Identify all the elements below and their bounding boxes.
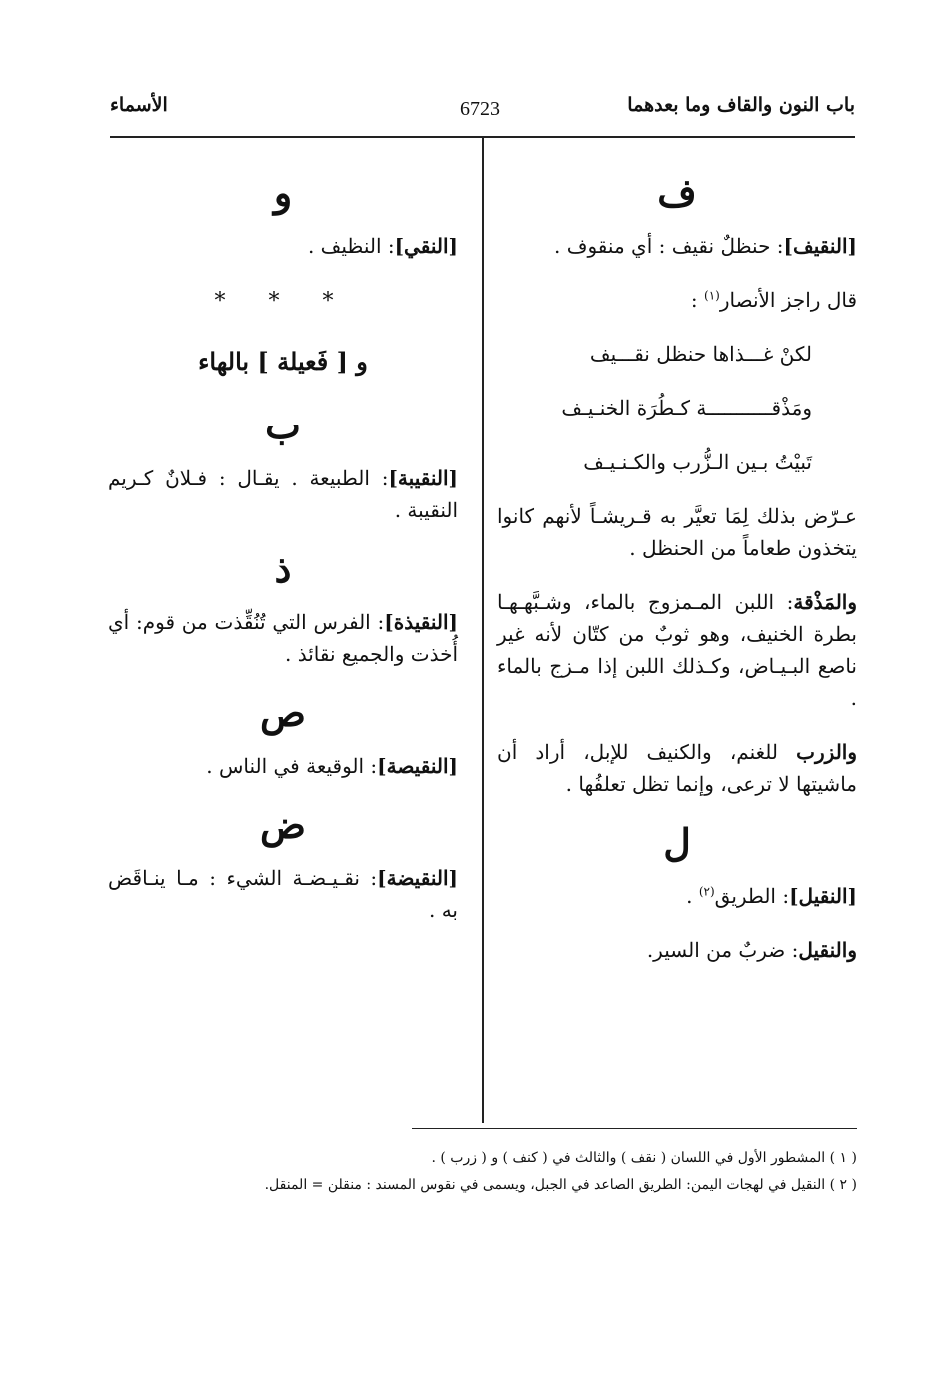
headword: [النقيف] (783, 234, 857, 258)
headword: [النقيصة] (377, 753, 458, 778)
letter-dad: ض (260, 801, 306, 847)
entry-text: : الطريق (714, 884, 790, 908)
poet-text: قال راجز الأنصار (719, 288, 857, 312)
entry-text: : ضربٌ من السير. (646, 938, 799, 962)
letter-waw: و (273, 170, 293, 215)
entry-naqil (497, 880, 857, 912)
entry-zarb (497, 736, 857, 800)
letter-fa: ف (657, 170, 697, 215)
footnote-2: ( ٢ ) النقيل في لهجات اليمن: الطريق الصاعد في الجبل، ويسمى في نقوس المسند : منقلن = المنقل. (264, 1176, 857, 1193)
entry-text: : حنظلٌ نقيف : أي منقوف . (554, 234, 784, 258)
footnote-ref-2: (٢) (698, 884, 715, 899)
entry-text: : النظيف . (307, 234, 395, 258)
headword: [النقيل] (789, 884, 857, 908)
section-title: الأسماء (110, 94, 168, 116)
letter-lam: ل (663, 820, 691, 865)
page-number: 6723 (460, 98, 500, 120)
poet-intro (497, 284, 857, 316)
entry-text: : الطبيعة . يقـال : فـلانٌ كـريم النقيبة . (108, 465, 458, 522)
entry-naqiba (108, 462, 458, 526)
page-header (110, 92, 855, 138)
verse-line-3: تَبيْتُ بـين الـزُّرب والكـنـيـف (583, 450, 812, 474)
section-separator: * * * (214, 289, 352, 314)
headword: [النقي] (394, 234, 458, 258)
footnote-rule (412, 1128, 857, 1129)
letter-dhal: ذ (274, 545, 292, 591)
entry-naqisa (108, 750, 458, 782)
headword: [النقيبة] (388, 465, 458, 490)
footnote-1: ( ١ ) المشطور الأول في اللسان ( نقف ) والثالث في ( كنف ) و ( زرب ) . (431, 1150, 857, 1166)
letter-sad: ص (260, 689, 306, 735)
entry-madhqa (497, 586, 857, 714)
entry-naqidha (108, 606, 458, 670)
column-divider (482, 138, 484, 1123)
right-column (497, 150, 857, 988)
left-column (108, 150, 458, 948)
headword: [النقيضة] (377, 865, 458, 890)
headword: والنقيل (798, 938, 857, 962)
entry-text: : اللبن المـمزوج بالماء، وشـبَّهـهـا بطرة الخنيف، وهو ثوبٌ من كتّان لأنه غير ناصع البـيـاض، وكـذلك اللبن إذا مـزج بالماء . (497, 590, 857, 710)
entry-naqil-2 (497, 934, 857, 966)
section-heading: و [ فَعيلة ] بالهاء (198, 347, 368, 377)
entry-text: : نقـيـضـة الشيء : مـا ينـاقَض به . (108, 865, 458, 922)
colon: : (690, 288, 698, 312)
verse-line-1: لكنْ غـــذاها حنظل نقـــيف (589, 342, 812, 366)
entry-naqida (108, 862, 458, 926)
headword: والزرب (796, 740, 858, 764)
entry-text: للغنم، والكنيف للإبل، أراد أن ماشيتها لا ترعى، وإنما تظل تعلفُها . (497, 740, 857, 796)
footnotes (157, 1145, 857, 1198)
chapter-title: باب النون والقاف وما بعدهما (627, 94, 855, 116)
letter-ba: ب (265, 401, 301, 447)
entry-text: : الوقيعة في الناس . (206, 753, 378, 778)
verse-explanation: عـرّض بذلك لِمَا تعيَّر به قـريشـاً لأنهم كانوا يتخذون طعاماً من الحنظل . (497, 504, 857, 560)
headword: والمَذْقة (793, 590, 857, 614)
footnote-ref-1: (١) (704, 288, 720, 303)
period: . (686, 884, 693, 908)
entry-text: : الفرس التي تُنُقِّذت من قوم: أي أُخذت والجميع نقائذ . (108, 609, 458, 666)
entry-naqi (108, 230, 458, 262)
headword: [النقيذة] (384, 609, 458, 634)
verse-line-2: ومَذْقـــــــــــة كـطُرَة الخنـيـف (561, 396, 812, 420)
entry-naqif (497, 230, 857, 262)
